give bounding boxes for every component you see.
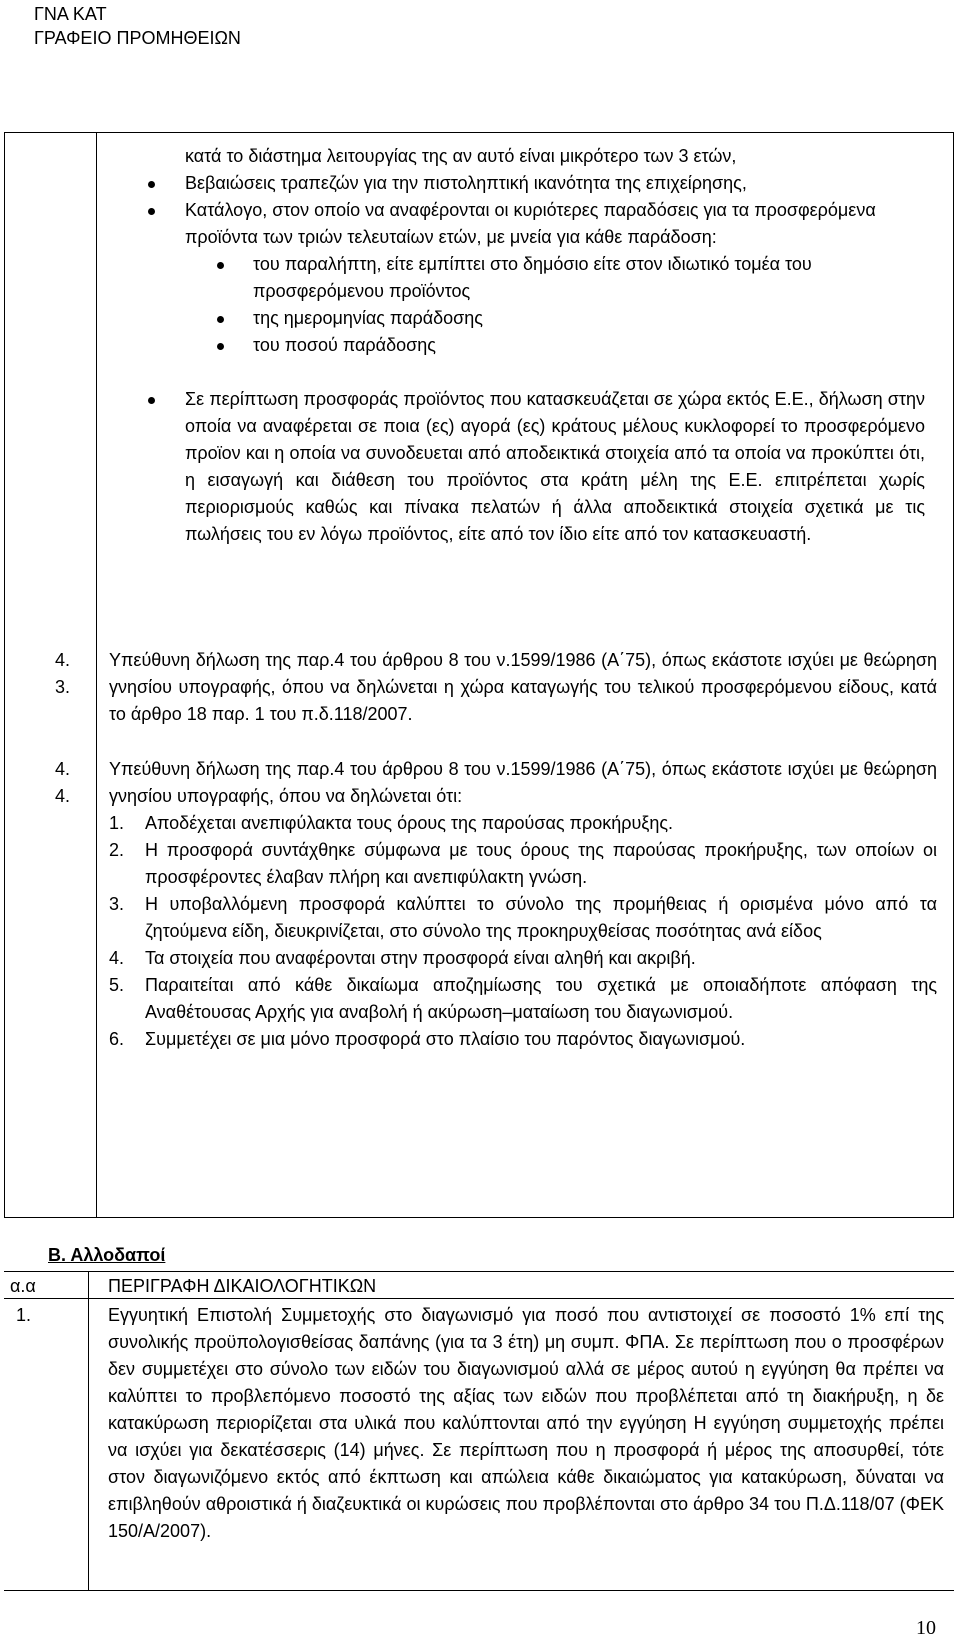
column-divider <box>96 133 97 1217</box>
list-item-text: Η προσφορά συντάχθηκε σύμφωνα με τους όρους της παρούσας προκήρυξης, των οποίων οι προσφέροντες έλαβαν πλήρη και ανεπιφύλακτη γνώση. <box>145 840 937 887</box>
sub-bullet-item <box>253 332 925 359</box>
list-item-number: 3. <box>109 894 125 914</box>
bullet-icon <box>148 397 155 404</box>
bullet-icon <box>217 316 224 323</box>
foreign-requirements-table <box>4 1271 954 1591</box>
sub-bullet-item <box>253 251 925 305</box>
page-number: 10 <box>916 1617 936 1639</box>
header-row-divider <box>4 1298 954 1299</box>
list-item <box>109 972 937 1026</box>
continuation-block <box>185 143 925 548</box>
bullet-text: Κατάλογο, στον οποίο να αναφέρονται οι κυριότερες παραδόσεις για τα προσφερόμενα προϊόντα των τριών τελευταίων ετών, με μνεία για κάθε παράδοση: <box>185 200 876 247</box>
list-item <box>109 945 937 972</box>
intro-line: κατά το διάστημα λειτουργίας της αν αυτό είναι μικρότερο των 3 ετών, <box>185 146 737 166</box>
row-number-part: 4. <box>55 650 71 670</box>
row-number-part: 4. <box>55 786 71 806</box>
sub-bullet-text: του παραλήπτη, είτε εμπίπτει στο δημόσιο είτε στον ιδιωτικό τομέα του προσφερόμενου προϊόντος <box>253 254 812 301</box>
row-number-part: 3. <box>55 677 71 697</box>
bullet-item <box>185 170 925 197</box>
section-title: Β. Αλλοδαποί <box>48 1245 166 1265</box>
list-item-text: Η υποβαλλόμενη προσφορά καλύπτει το σύνολο της προμήθειας ή ορισμένα μόνο από τα ζητούμενα είδη, διευκρινίζεται, στο σύνολο της προκηρυχθείσας ποσότητας ανά είδος <box>145 894 937 941</box>
bullet-item-eu <box>185 386 925 548</box>
list-item-number: 6. <box>109 1029 125 1049</box>
list-item-number: 4. <box>109 948 125 968</box>
row-number-part: 4. <box>55 759 71 779</box>
column-header-description: ΠΕΡΙΓΡΑΦΗ ΔΙΚΑΙΟΛΟΓΗΤΙΚΩΝ <box>108 1276 377 1296</box>
sub-bullet-text: της ημερομηνίας παράδοσης <box>253 308 483 328</box>
row-1-text: Εγγυητική Επιστολή Συμμετοχής στο διαγωνισμό για ποσό που αντιστοιχεί σε ποσοστό 1% επί της συνολικής προϋπολογισθείσας δαπάνης (για τα 3 έτη) μη συμπ. ΦΠΑ. Σε περίπτωση που ο προσφέρων δεν συμμετέχει στο σύνολο των ειδών του διαγωνισμού αλλά σε μέρος αυτού η εγγύηση θα πρέπει να καλύπτει το προβλεπόμενο ποσοστό της αξίας των ειδών που προβλέπεται από τη διακήρυξη, η δε κατακύρωση περιορίζεται στα υλικά που καλύπτονται από την εγγύηση Η εγγύηση συμμετοχής πρέπει να ισχύει για δεκατέσσερις (14) μήνες. Σε περίπτωση που η προσφορά ή μέρος της αποσυρθεί, τότε στον διαγωνιζόμενο εκτός από έκπτωση και απώλεια κάθε δικαιώματος για κατακύρωση, δύναται να επιβληθούν αθροιστικά ή διαζευκτικά οι κυρώσεις που προβλέπονται στο άρθρο 34 του Π.Δ.118/07 (ΦΕΚ 150/Α/2007). <box>108 1305 944 1541</box>
list-item <box>109 891 937 945</box>
list-item-number: 2. <box>109 840 125 860</box>
bullet-icon <box>217 262 224 269</box>
list-item <box>109 1026 937 1053</box>
list-item-number: 1. <box>109 813 125 833</box>
row-4-4-text: Υπεύθυνη δήλωση της παρ.4 του άρθρου 8 του ν.1599/1986 (Α΄75), όπως εκάστοτε ισχύει με θεώρηση γνησίου υπογραφής, όπου να δηλώνεται ότι: <box>109 759 937 806</box>
list-item <box>109 810 937 837</box>
bullet-text: Βεβαιώσεις τραπεζών για την πιστοληπτική ικανότητα της επιχείρησης, <box>185 173 747 193</box>
declaration-list <box>109 810 937 1053</box>
column-divider <box>88 1272 89 1590</box>
row-number-4-4 <box>55 756 81 810</box>
header-line-1: ΓΝΑ ΚΑΤ <box>34 4 107 24</box>
bullet-icon <box>148 208 155 215</box>
document-header <box>34 2 241 50</box>
bullet-icon <box>148 181 155 188</box>
sub-bullet-list <box>253 251 925 359</box>
sub-bullet-text: του ποσού παράδοσης <box>253 335 436 355</box>
list-item-text: Παραιτείται από κάθε δικαίωμα αποζημίωσης του σχετικά με οποιαδήποτε απόφαση της Αναθέτουσας Αρχής για αναβολή ή ακύρωση–ματαίωση του διαγωνισμού. <box>145 975 937 1022</box>
row-number-1: 1. <box>16 1305 32 1325</box>
list-item-text: Αποδέχεται ανεπιφύλακτα τους όρους της παρούσας προκήρυξης. <box>145 813 674 833</box>
bullet-eu-text: Σε περίπτωση προσφοράς προϊόντος που κατασκευάζεται σε χώρα εκτός Ε.Ε., δήλωση στην οποία να αναφέρεται σε ποια (ες) αγορά (ες) κράτους μέλους κυκλοφορεί το προσφερόμενο προϊον και η οποία να συνοδευεται από αποδεικτικά στοιχεία από τα οποία να προκύπτει ότι, η εισαγωγή και διάθεση του προϊόντος στα κράτη μέλη της Ε.Ε. επιτρέπεται χωρίς περιορισμούς καθώς και πίνακα πελατών ή άλλα αποδεικτικά στοιχεία σχετικά με τις πωλήσεις του εν λόγω προϊόντος, είτε από τον ίδιο είτε από τον κατασκευαστή. <box>185 389 925 544</box>
header-line-2: ΓΡΑΦΕΙΟ ΠΡΟΜΗΘΕΙΩΝ <box>34 28 241 48</box>
row-4-3-text: Υπεύθυνη δήλωση της παρ.4 του άρθρου 8 του ν.1599/1986 (Α΄75), όπως εκάστοτε ισχύει με θεώρηση γνησίου υπογραφής, όπου να δηλώνεται η χώρα καταγωγής του τελικού προσφερόμενου είδους, κατά το άρθρο 18 παρ. 1 του π.δ.118/2007. <box>109 650 937 724</box>
bullet-icon <box>217 343 224 350</box>
list-item-text: Τα στοιχεία που αναφέρονται στην προσφορά είναι αληθή και ακριβή. <box>145 948 696 968</box>
requirements-table <box>4 132 954 1218</box>
row-4-4-block <box>109 756 937 1053</box>
row-number-4-3 <box>55 647 81 701</box>
list-item-number: 5. <box>109 975 125 995</box>
column-header-aa: α.α <box>10 1276 36 1296</box>
bullet-item <box>185 197 925 251</box>
sub-bullet-item <box>253 305 925 332</box>
list-item-text: Συμμετέχει σε μια μόνο προσφορά στο πλαίσιο του παρόντος διαγωνισμού. <box>145 1029 746 1049</box>
list-item <box>109 837 937 891</box>
